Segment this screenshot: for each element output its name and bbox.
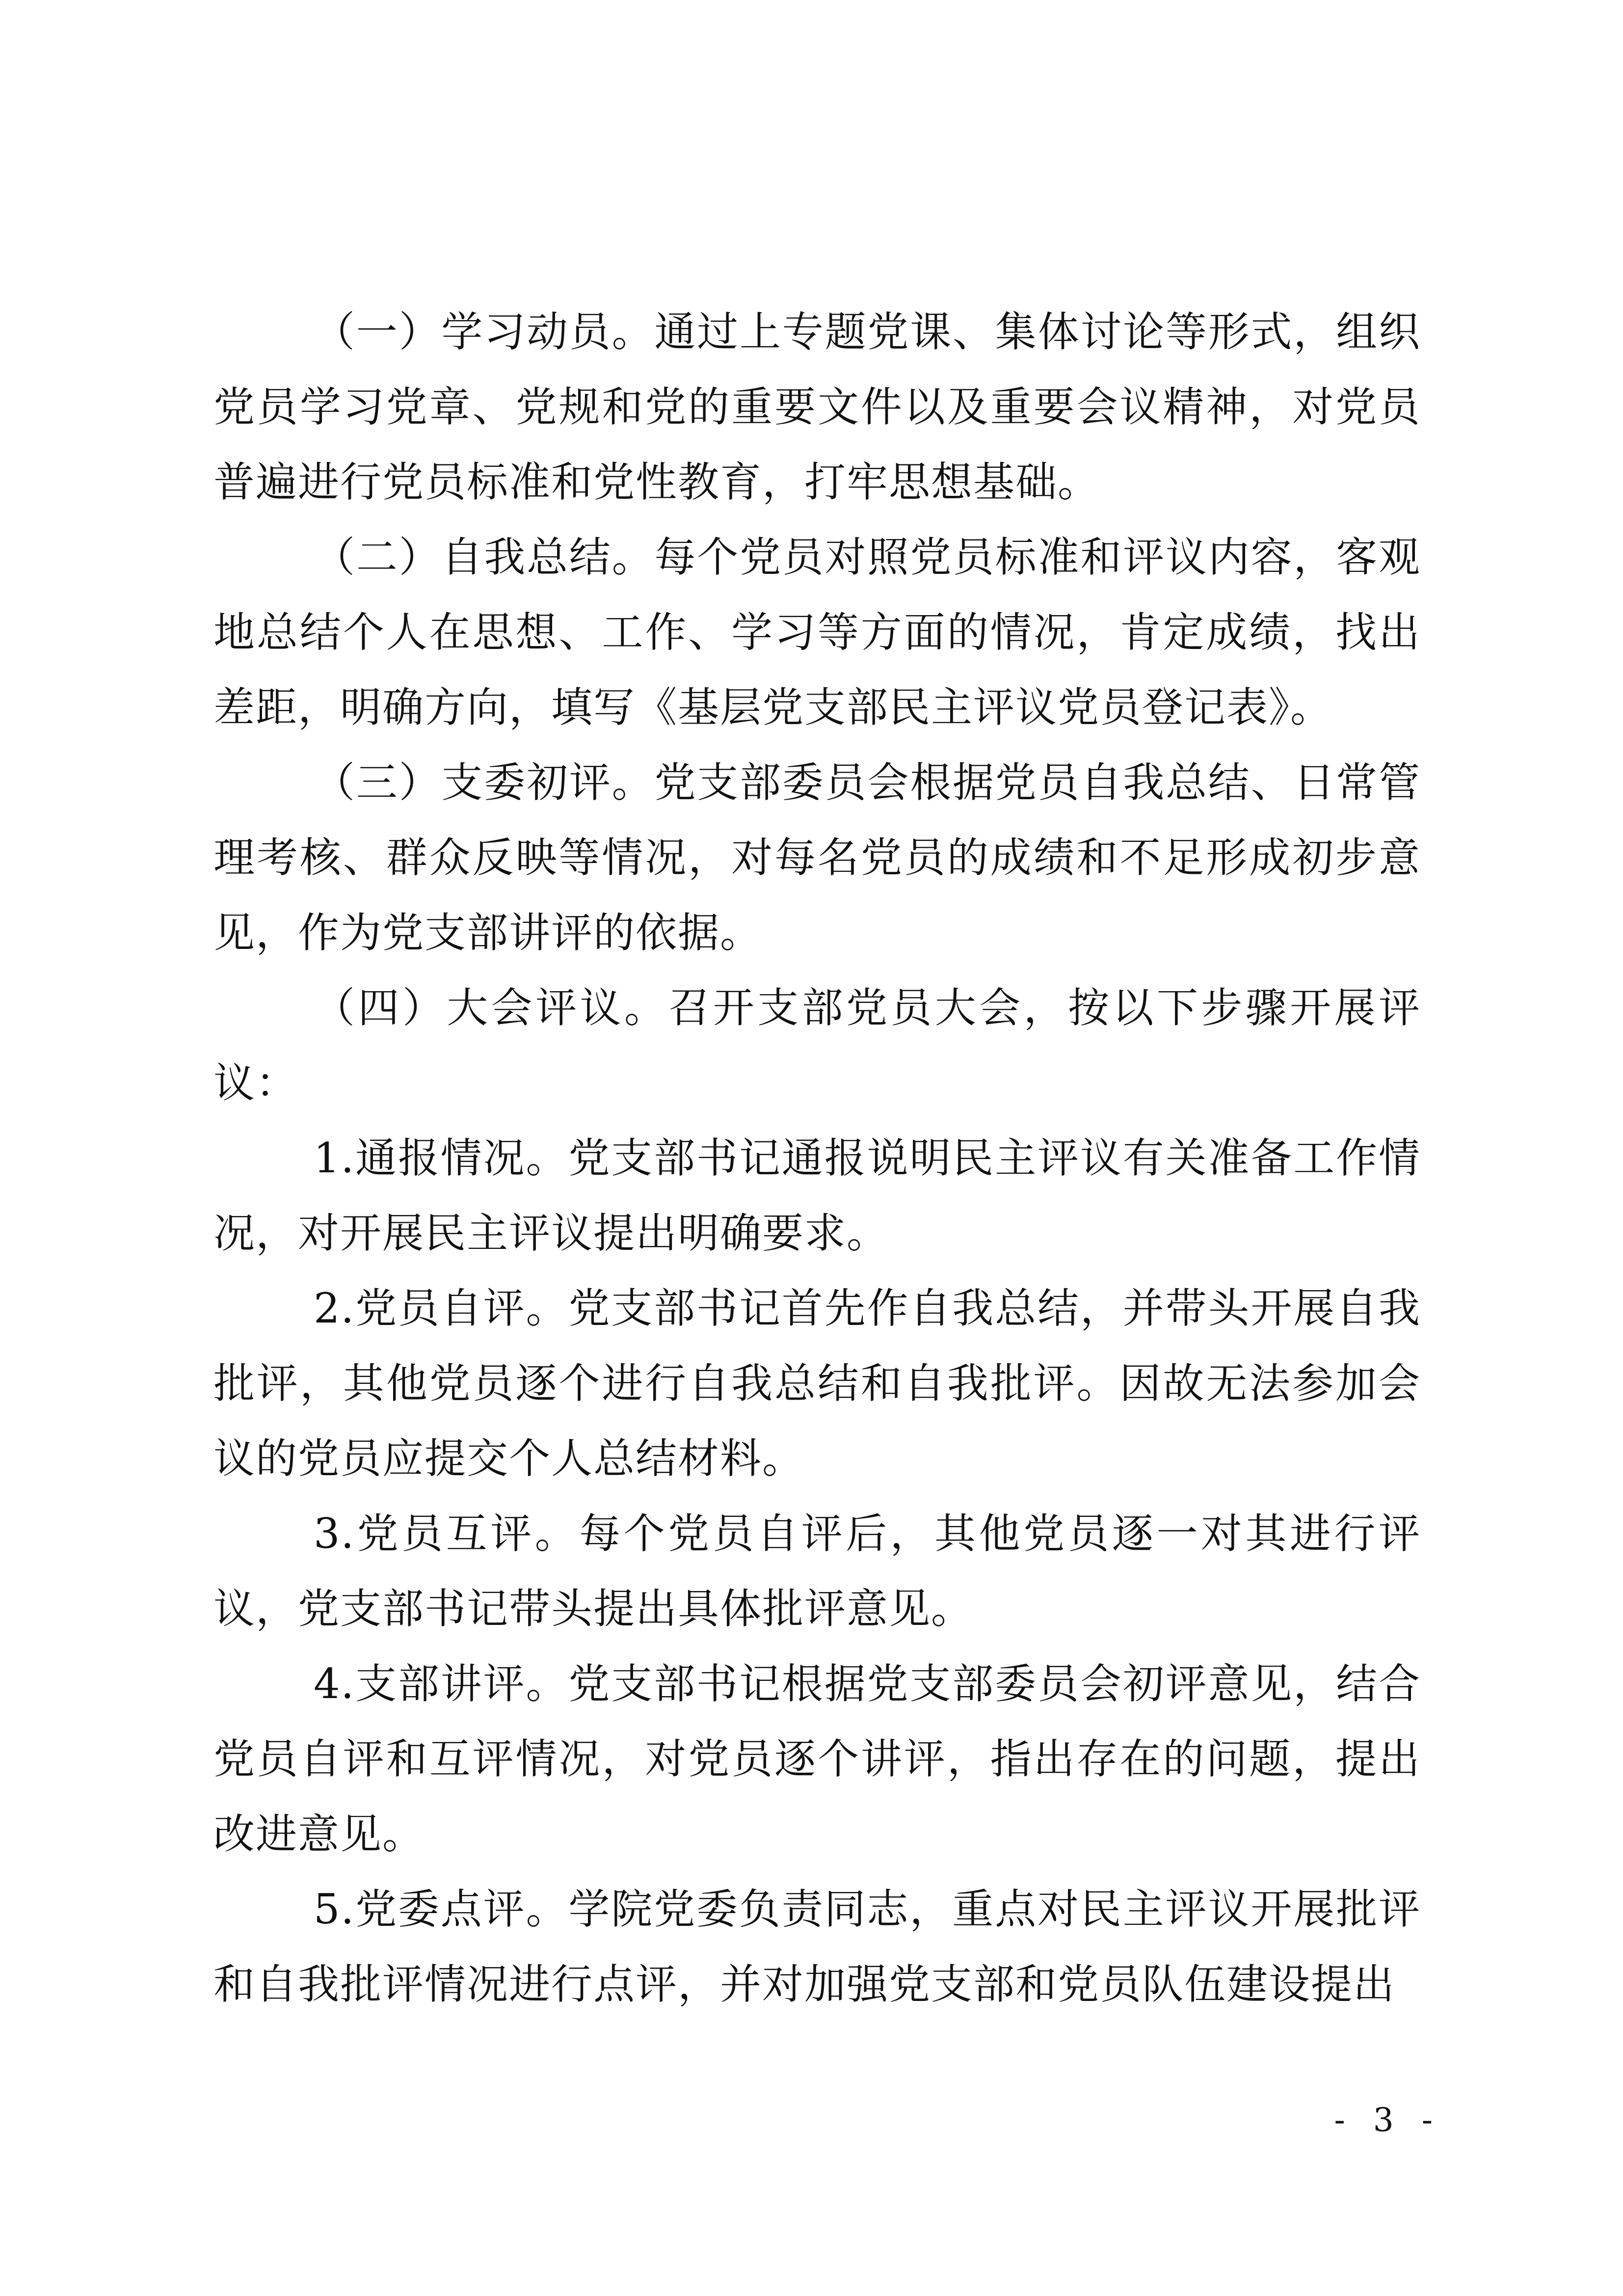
document-body	[213, 295, 1421, 2022]
page-number: - 3 -	[1334, 2101, 1441, 2139]
paragraph-general-meeting-review: （四）大会评议。召开支部党员大会，按以下步骤开展评议：	[213, 984, 1421, 1107]
paragraph-step-5-committee-comment: 5.党委点评。学院党委负责同志，重点对民主评议开展批评和自我批评情况进行点评，并对加强党支部和党员队伍建设提出	[213, 1885, 1421, 2008]
paragraph-self-summary: （二）自我总结。每个党员对照党员标准和评议内容，客观地总结个人在思想、工作、学习等方面的情况，肯定成绩，找出差距，明确方向，填写《基层党支部民主评议党员登记表》。	[213, 533, 1421, 731]
paragraph-step-1-briefing: 1.通报情况。党支部书记通报说明民主评议有关准备工作情况，对开展民主评议提出明确要求。	[213, 1134, 1421, 1257]
paragraph-step-2-self-evaluation: 2.党员自评。党支部书记首先作自我总结，并带头开展自我批评，其他党员逐个进行自我总结和自我批评。因故无法参加会议的党员应提交个人总结材料。	[213, 1284, 1421, 1483]
paragraph-step-3-mutual-evaluation: 3.党员互评。每个党员自评后，其他党员逐一对其进行评议，党支部书记带头提出具体批评意见。	[213, 1510, 1421, 1633]
paragraph-committee-initial-review: （三）支委初评。党支部委员会根据党员自我总结、日常管理考核、群众反映等情况，对每名党员的成绩和不足形成初步意见，作为党支部讲评的依据。	[213, 758, 1421, 957]
paragraph-study-mobilization: （一）学习动员。通过上专题党课、集体讨论等形式，组织党员学习党章、党规和党的重要文件以及重要会议精神，对党员普遍进行党员标准和党性教育，打牢思想基础。	[213, 308, 1421, 506]
paragraph-step-4-branch-comment: 4.支部讲评。党支部书记根据党支部委员会初评意见，结合党员自评和互评情况，对党员逐个讲评，指出存在的问题，提出改进意见。	[213, 1660, 1421, 1858]
